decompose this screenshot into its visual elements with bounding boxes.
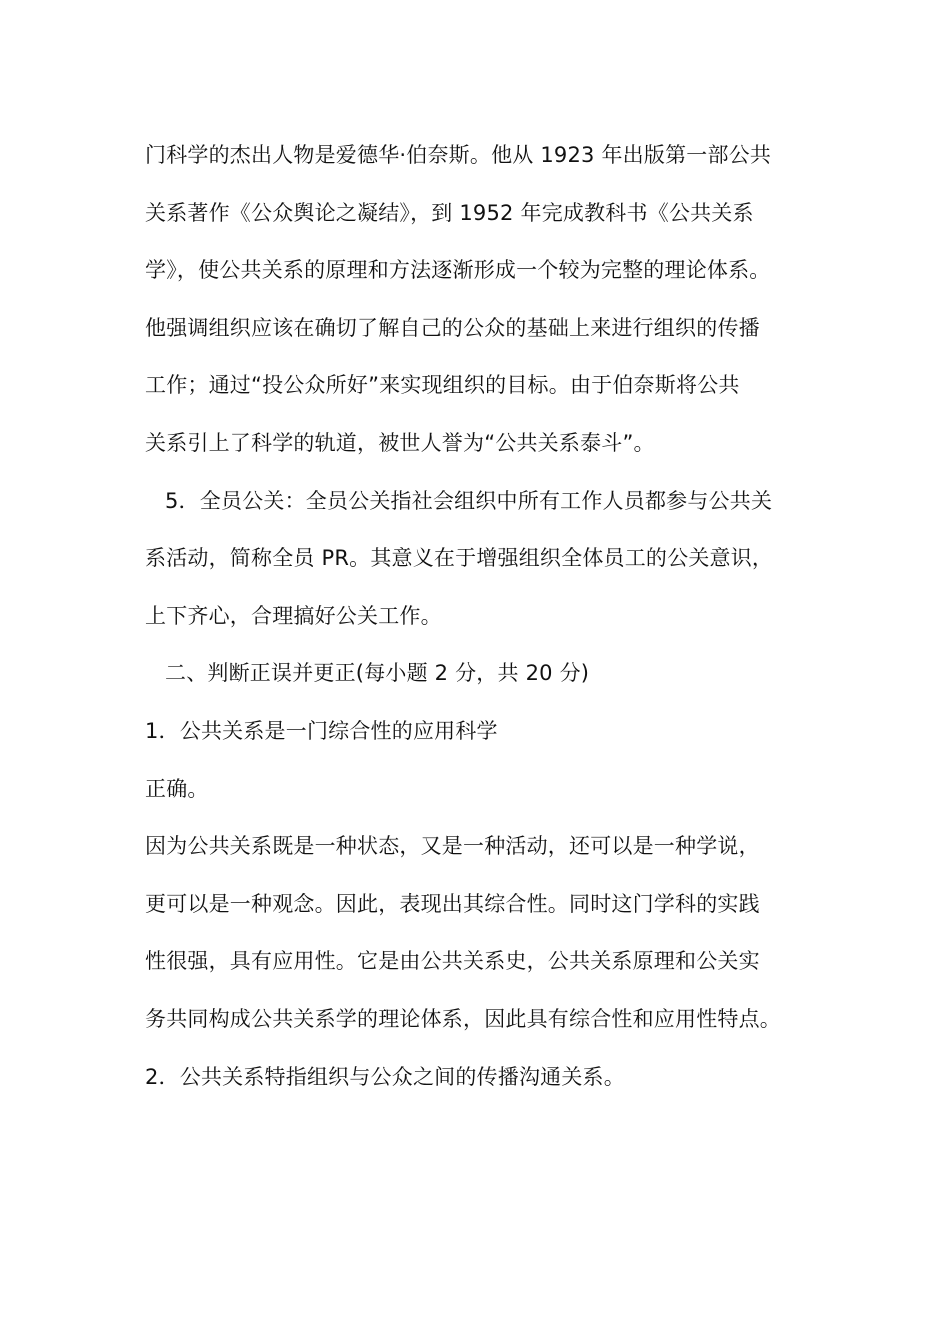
item-5-line-1: 5．全员公关：全员公关指社会组织中所有工作人员都参与公共关 bbox=[165, 488, 773, 513]
question-2: 2．公共关系特指组织与公众之间的传播沟通关系。 bbox=[145, 1064, 625, 1089]
paragraph-line-1: 门科学的杰出人物是爱德华·伯奈斯。他从 1923 年出版第一部公共 bbox=[145, 143, 772, 167]
paragraph-line-6: 关系引上了科学的轨道，被世人誉为“公共关系泰斗”。 bbox=[145, 430, 655, 455]
document-body bbox=[145, 127, 815, 1106]
item-5-line-2: 系活动，简称全员 PR。其意义在于增强组织全体员工的公关意识， bbox=[145, 546, 774, 571]
question-1-answer: 正确。 bbox=[145, 776, 209, 801]
question-1: 1．公共关系是一门综合性的应用科学 bbox=[145, 718, 498, 743]
question-1-explanation-line-4: 务共同构成公共关系学的理论体系，因此具有综合性和应用性特点。 bbox=[145, 1006, 781, 1031]
item-5-line-3: 上下齐心，合理搞好公关工作。 bbox=[145, 603, 442, 628]
paragraph-line-2: 关系著作《公众舆论之凝结》，到 1952 年完成教科书《公共关系 bbox=[145, 200, 754, 225]
paragraph-line-5: 工作；通过“投公众所好”来实现组织的目标。由于伯奈斯将公共 bbox=[145, 373, 740, 398]
section-heading: 二、判断正误并更正(每小题 2 分，共 20 分) bbox=[165, 661, 590, 686]
paragraph-line-4: 他强调组织应该在确切了解自己的公众的基础上来进行组织的传播 bbox=[145, 315, 760, 340]
paragraph-line-3: 学》，使公共关系的原理和方法逐渐形成一个较为完整的理论体系。 bbox=[145, 258, 771, 283]
question-1-explanation-line-3: 性很强，具有应用性。它是由公共关系史，公共关系原理和公关实 bbox=[145, 949, 760, 974]
question-1-explanation-line-2: 更可以是一种观念。因此，表现出其综合性。同时这门学科的实践 bbox=[145, 891, 760, 916]
question-1-explanation-line-1: 因为公共关系既是一种状态，又是一种活动，还可以是一种学说， bbox=[145, 834, 760, 859]
